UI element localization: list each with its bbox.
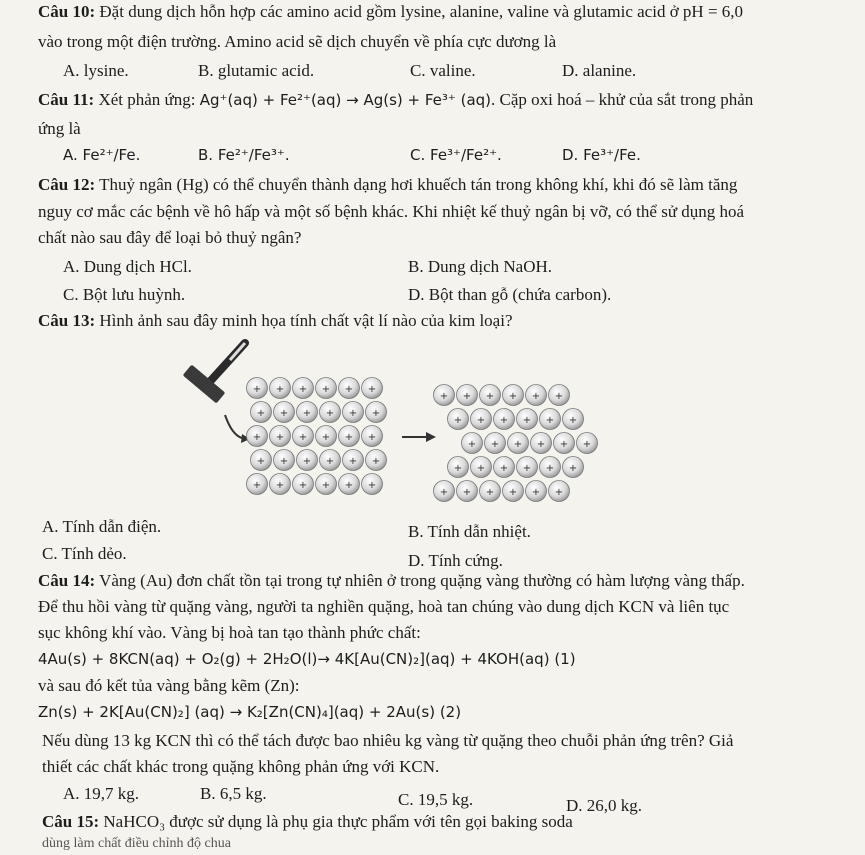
ion-before-sign: + — [325, 408, 335, 419]
lattice-after — [434, 385, 598, 502]
transform-arrowhead-icon — [426, 432, 436, 442]
q13-text-1: Hình ảnh sau đây minh họa tính chất vật lí nào của kim loại? — [95, 311, 513, 330]
q14-line2: Để thu hồi vàng từ quặng vàng, người ta nghiền quặng, hoà tan chúng vào dung dịch KCN và liên tục — [38, 597, 730, 616]
ion-after-sign: + — [531, 391, 541, 402]
q12-label: Câu 12: — [38, 175, 96, 194]
q14-equation-1: 4Au(s) + 8KCN(aq) + O₂(g) + 2H₂O(l)→ 4K[Au(CN)₂](aq) + 4KOH(aq) (1) — [38, 650, 576, 668]
force-arrow-icon — [225, 415, 242, 438]
q10-option-b[interactable]: B. glutamic acid. — [198, 61, 315, 80]
q11-option-d[interactable]: D. Fe³⁺/Fe. — [562, 146, 641, 164]
q12-text-1: Thuỷ ngân (Hg) có thể chuyển thành dạng hơi khuếch tán trong không khí, khi đó sẽ làm tăng — [95, 175, 738, 194]
ion-after-sign: + — [582, 439, 592, 450]
q12-option-d[interactable]: D. Bột than gỗ (chứa carbon). — [408, 285, 612, 304]
ion-after-sign: + — [545, 463, 555, 474]
ion-after-sign: + — [568, 415, 578, 426]
q14-line3: sục không khí vào. Vàng bị hoà tan tạo thành phức chất: — [38, 623, 421, 642]
q10-option-d[interactable]: D. alanine. — [562, 61, 637, 80]
q14-line5: Nếu dùng 13 kg KCN thì có thể tách được bao nhiêu kg vàng từ quặng theo chuỗi phản ứng trên? Giả — [42, 731, 734, 750]
ion-after-sign: + — [554, 487, 564, 498]
ion-before-sign: + — [367, 384, 377, 395]
ion-after-sign: + — [485, 487, 495, 498]
q12-option-b[interactable]: B. Dung dịch NaOH. — [408, 257, 553, 276]
q10-line1 — [38, 2, 743, 22]
q12-line2: nguy cơ mắc các bệnh về hô hấp và một số bệnh khác. Khi nhiệt kế thuỷ ngân bị vỡ, có thể sử dụng hoá — [38, 202, 745, 221]
ion-after-sign: + — [568, 463, 578, 474]
q10-line2: vào trong một điện trường. Amino acid sẽ dịch chuyển về phía cực dương là — [38, 32, 557, 51]
ion-before-sign: + — [367, 480, 377, 491]
q14-option-a[interactable]: A. 19,7 kg. — [63, 784, 140, 803]
q14-equation-2: Zn(s) + 2K[Au(CN)₂] (aq) → K₂[Zn(CN)₄](aq) + 2Au(s) (2) — [38, 703, 462, 721]
ion-after-sign: + — [490, 439, 500, 450]
ion-after-sign: + — [522, 463, 532, 474]
ion-after-sign: + — [499, 415, 509, 426]
q10-label: Câu 10: — [38, 2, 96, 21]
ion-after-sign: + — [453, 463, 463, 474]
q14-line6: thiết các chất khác trong quặng không phản ứng với KCN. — [42, 757, 440, 776]
ion-before-sign: + — [275, 432, 285, 443]
ion-before-sign: + — [348, 456, 358, 467]
q13-label: Câu 13: — [38, 311, 96, 330]
ion-after-sign: + — [554, 391, 564, 402]
q14-option-c[interactable]: C. 19,5 kg. — [398, 790, 474, 809]
q14-text-1: Vàng (Au) đơn chất tồn tại trong tự nhiên ở trong quặng vàng thường có hàm lượng vàng thấp. — [95, 571, 745, 590]
ion-before-sign: + — [275, 384, 285, 395]
q15-line1 — [42, 812, 573, 832]
ion-before-sign: + — [279, 408, 289, 419]
ion-before-sign: + — [256, 456, 266, 467]
q11-reaction: Ag⁺(aq) + Fe²⁺(aq) → Ag(s) + Fe³⁺ (aq) — [199, 91, 492, 109]
ion-after-sign: + — [513, 439, 523, 450]
q14-line1 — [38, 571, 745, 591]
ion-after-sign: + — [545, 415, 555, 426]
q12-option-a[interactable]: A. Dung dịch HCl. — [63, 257, 192, 276]
q14-option-b[interactable]: B. 6,5 kg. — [200, 784, 267, 803]
ion-after-sign: + — [499, 463, 509, 474]
lattice-before — [247, 378, 387, 495]
q12-line1 — [38, 175, 737, 195]
q11-option-c[interactable]: C. Fe³⁺/Fe²⁺. — [410, 146, 502, 164]
ion-after-sign: + — [453, 415, 463, 426]
ion-before-sign: + — [348, 408, 358, 419]
q11-label: Câu 11: — [38, 90, 95, 109]
q13-option-c[interactable]: C. Tính dẻo. — [42, 544, 127, 563]
q15-label: Câu 15: — [42, 812, 100, 831]
ion-after-sign: + — [462, 391, 472, 402]
ion-before-sign: + — [367, 432, 377, 443]
q12-option-c[interactable]: C. Bột lưu huỳnh. — [63, 285, 186, 304]
ion-before-sign: + — [302, 408, 312, 419]
ion-before-sign: + — [371, 408, 381, 419]
ion-before-sign: + — [344, 480, 354, 491]
ion-before-sign: + — [298, 432, 308, 443]
ion-after-sign: + — [522, 415, 532, 426]
ion-after-sign: + — [531, 487, 541, 498]
ion-before-sign: + — [302, 456, 312, 467]
q10-text-1: Đặt dung dịch hỗn hợp các amino acid gồm lysine, alanine, valine và glutamic acid ở pH = 6,0 — [95, 2, 744, 21]
ion-before-sign: + — [256, 408, 266, 419]
ion-before-sign: + — [298, 384, 308, 395]
q12-line3: chất nào sau đây để loại bỏ thuỷ ngân? — [38, 228, 302, 247]
q13-line1 — [38, 311, 513, 331]
q11-tail: . Cặp oxi hoá – khử của sắt trong phản — [491, 90, 754, 109]
q13-option-a[interactable]: A. Tính dẫn điện. — [42, 517, 162, 536]
q10-option-a[interactable]: A. lysine. — [63, 61, 129, 80]
q13-option-b[interactable]: B. Tính dẫn nhiệt. — [408, 522, 531, 541]
ion-before-sign: + — [275, 480, 285, 491]
ion-before-sign: + — [325, 456, 335, 467]
q11-line1 — [38, 90, 753, 110]
ion-before-sign: + — [344, 384, 354, 395]
ion-after-sign: + — [462, 487, 472, 498]
ion-after-sign: + — [485, 391, 495, 402]
q11-option-a[interactable]: A. Fe²⁺/Fe. — [63, 146, 141, 164]
ion-before-sign: + — [321, 432, 331, 443]
ion-after-sign: + — [467, 439, 477, 450]
q11-intro: Xét phản ứng: — [94, 90, 200, 109]
ion-before-sign: + — [371, 456, 381, 467]
ion-before-sign: + — [252, 480, 262, 491]
q10-option-c[interactable]: C. valine. — [410, 61, 476, 80]
ion-after-sign: + — [559, 439, 569, 450]
ion-after-sign: + — [439, 391, 449, 402]
q15-text-1: NaHCO₃ được sử dụng là phụ gia thực phẩm với tên gọi baking soda — [99, 812, 573, 831]
ion-after-sign: + — [439, 487, 449, 498]
hammer-icon — [183, 343, 245, 404]
q15-line2: dùng làm chất điều chỉnh độ chua — [42, 836, 231, 851]
q14-line4: và sau đó kết tủa vàng bằng kẽm (Zn): — [38, 676, 300, 695]
q14-label: Câu 14: — [38, 571, 96, 590]
ion-after-sign: + — [476, 415, 486, 426]
ion-after-sign: + — [508, 391, 518, 402]
q14-option-d[interactable]: D. 26,0 kg. — [566, 796, 643, 815]
q11-option-b[interactable]: B. Fe²⁺/Fe³⁺. — [198, 146, 290, 164]
ion-before-sign: + — [344, 432, 354, 443]
ion-after-sign: + — [508, 487, 518, 498]
ion-before-sign: + — [252, 384, 262, 395]
metal-lattice-hammer-figure — [170, 335, 630, 520]
ion-after-sign: + — [536, 439, 546, 450]
ion-before-sign: + — [321, 384, 331, 395]
ion-before-sign: + — [252, 432, 262, 443]
ion-before-sign: + — [298, 480, 308, 491]
ion-before-sign: + — [321, 480, 331, 491]
q11-line2: ứng là — [38, 119, 81, 138]
ion-before-sign: + — [279, 456, 289, 467]
ion-after-sign: + — [476, 463, 486, 474]
q13-option-d[interactable]: D. Tính cứng. — [408, 551, 503, 570]
